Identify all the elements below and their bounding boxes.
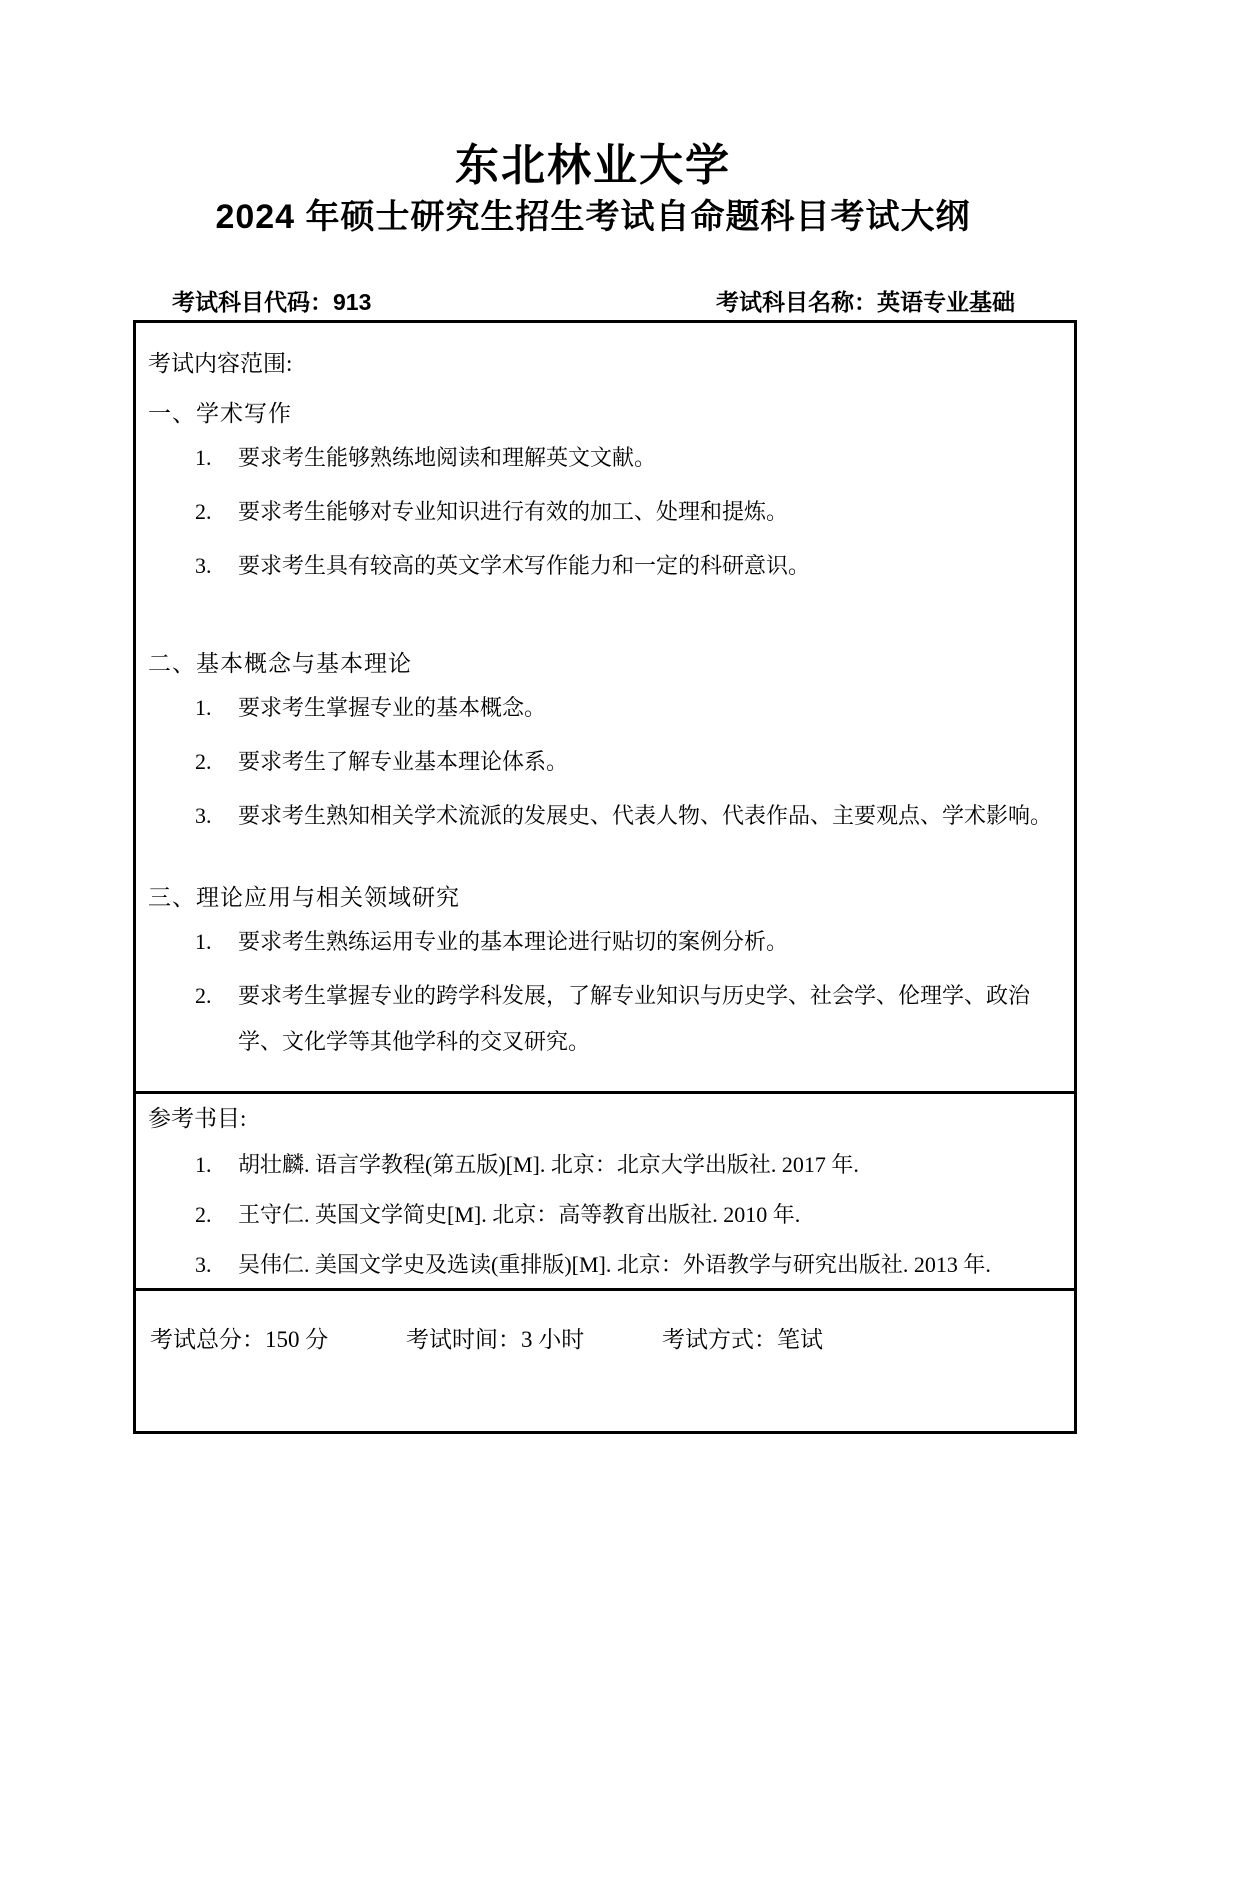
scope-part-items	[148, 685, 1060, 839]
exam-total-label: 考试总分：	[150, 1327, 265, 1352]
exam-info-section	[136, 1291, 1074, 1431]
references-section	[136, 1094, 1074, 1291]
item-text: 要求考生熟练运用专业的基本理论进行贴切的案例分析。	[238, 929, 789, 954]
scope-part-items	[148, 919, 1060, 1065]
list-item	[148, 739, 1060, 785]
item-number: 2.	[195, 499, 212, 524]
scope-part-title: 一、学术写作	[148, 401, 292, 426]
exam-duration	[406, 1327, 584, 1352]
list-item	[148, 1192, 1060, 1238]
content-scope-section	[136, 323, 1074, 1094]
scope-part	[148, 401, 1060, 589]
item-text: 吴伟仁. 美国文学史及选读(重排版)[M]. 北京：外语教学与研究出版社. 2013 年.	[238, 1252, 991, 1277]
subject-name-label: 考试科目名称：	[716, 289, 877, 315]
item-number: 3.	[195, 803, 212, 828]
item-number: 2.	[195, 983, 212, 1008]
document-subtitle: 2024 年硕士研究生招生考试自命题科目考试大纲	[215, 198, 971, 236]
outline-box	[133, 320, 1077, 1434]
scope-part-items	[148, 435, 1060, 589]
list-item	[148, 685, 1060, 731]
list-item	[148, 973, 1060, 1065]
scope-part-title: 三、理论应用与相关领域研究	[148, 885, 460, 910]
scope-part	[148, 651, 1060, 839]
item-text: 胡壮麟. 语言学教程(第五版)[M]. 北京：北京大学出版社. 2017 年.	[238, 1152, 859, 1177]
exam-method-label: 考试方式：	[662, 1327, 777, 1352]
item-text: 要求考生熟知相关学术流派的发展史、代表人物、代表作品、主要观点、学术影响。	[238, 803, 1053, 828]
item-number: 3.	[195, 553, 212, 578]
exam-total-score	[150, 1327, 328, 1352]
reference-list	[148, 1142, 1060, 1288]
exam-method	[662, 1327, 823, 1352]
item-number: 3.	[195, 1252, 212, 1277]
subject-code-label: 考试科目代码：	[172, 289, 333, 315]
item-text: 要求考生掌握专业的跨学科发展，了解专业知识与历史学、社会学、伦理学、政治学、文化学等其他学科的交叉研究。	[238, 983, 1031, 1054]
item-number: 1.	[195, 695, 212, 720]
item-text: 要求考生能够对专业知识进行有效的加工、处理和提炼。	[238, 499, 789, 524]
item-number: 2.	[195, 749, 212, 774]
item-text: 要求考生了解专业基本理论体系。	[238, 749, 569, 774]
subject-code-value: 913	[333, 289, 372, 315]
subject-code	[172, 288, 371, 316]
item-number: 1.	[195, 929, 212, 954]
list-item	[148, 1142, 1060, 1188]
references-heading: 参考书目:	[148, 1106, 247, 1131]
item-text: 要求考生掌握专业的基本概念。	[238, 695, 547, 720]
university-title: 东北林业大学	[455, 141, 731, 190]
item-text: 要求考生具有较高的英文学术写作能力和一定的科研意识。	[238, 553, 811, 578]
list-item	[148, 919, 1060, 965]
exam-duration-label: 考试时间：	[406, 1327, 521, 1352]
document-page	[133, 143, 1077, 1434]
item-number: 2.	[195, 1202, 212, 1227]
exam-method-value: 笔试	[777, 1327, 823, 1352]
list-item	[148, 793, 1060, 839]
item-text: 要求考生能够熟练地阅读和理解英文文献。	[238, 445, 657, 470]
item-number: 1.	[195, 1152, 212, 1177]
item-text: 王守仁. 英国文学简史[M]. 北京：高等教育出版社. 2010 年.	[238, 1202, 801, 1227]
exam-duration-value: 3 小时	[521, 1327, 585, 1352]
scope-part	[148, 885, 1060, 1065]
subject-name-value: 英语专业基础	[877, 289, 1015, 315]
item-number: 1.	[195, 445, 212, 470]
exam-total-value: 150 分	[265, 1327, 329, 1352]
subject-meta-row	[133, 288, 1077, 316]
list-item	[148, 435, 1060, 481]
list-item	[148, 489, 1060, 535]
scope-part-title: 二、基本概念与基本理论	[148, 651, 412, 676]
subject-name	[716, 288, 1015, 316]
content-scope-heading: 考试内容范围:	[148, 351, 293, 376]
exam-info-row	[150, 1325, 1060, 1355]
scope-parts	[148, 401, 1060, 1065]
list-item	[148, 1242, 1060, 1288]
list-item	[148, 543, 1060, 589]
